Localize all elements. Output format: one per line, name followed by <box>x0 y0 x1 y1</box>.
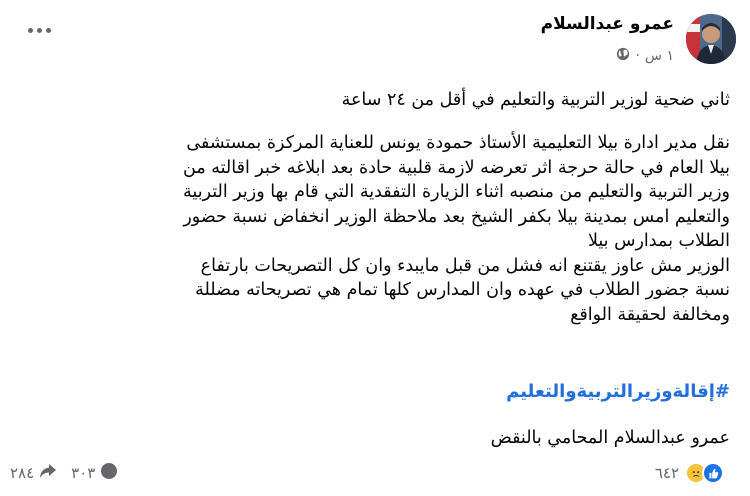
more-options-icon[interactable] <box>28 28 51 33</box>
post-footer <box>0 456 750 496</box>
comment-icon <box>100 462 118 484</box>
reactions-summary[interactable] <box>655 462 724 484</box>
like-reaction-icon <box>702 462 724 484</box>
body-line: نسبة جضور الطلاب في عهده وان المدارس كلها تمام هي تصريحاته مضللة <box>195 280 730 300</box>
shares-count: ٢٨٤ <box>10 464 35 482</box>
avatar[interactable] <box>686 14 736 64</box>
hashtag-link[interactable]: #إقالةوزيرالتربيةوالتعليم <box>506 381 730 402</box>
body-line: وزير التربية والتعليم من منصبه اثناء الزيارة التفقدية التي قام بها وزير التربية <box>183 182 730 202</box>
globe-icon <box>616 47 630 65</box>
reactions-count: ٦٤٢ <box>654 464 679 482</box>
post-headline: ثاني ضحية لوزير التربية والتعليم في أقل من ٢٤ ساعة <box>341 90 730 110</box>
body-line: والتعليم امس بمدينة بيلا بكفر الشيخ بعد ملاحظة الوزير انخفاض نسبة حضور <box>183 206 730 227</box>
author-name[interactable]: عمرو عبدالسلام <box>540 14 674 34</box>
comments-count: ٣٠٣ <box>71 464 96 482</box>
engagement-counts <box>10 462 118 484</box>
meta-separator: · <box>635 48 640 64</box>
body-line: نقل مدير ادارة بيلا التعليمية الأستاذ حمودة يونس للعناية المركزة بمستشفى <box>186 133 730 153</box>
comments-count-item[interactable] <box>71 462 118 484</box>
post-signature: عمرو عبدالسلام المحامي بالنقض <box>490 428 730 448</box>
shares-count-item[interactable] <box>10 463 57 483</box>
body-line: الطلاب بمدارس بيلا <box>587 231 730 251</box>
body-line: بيلا العام في حالة حرجة اثر تعرضه لازمة قلبية حادة بعد ابلاغه خبر اقالته من <box>183 157 730 178</box>
reaction-icons <box>685 462 724 484</box>
post-meta <box>616 47 674 65</box>
avatar-image <box>686 14 736 64</box>
post-body <box>10 131 730 327</box>
share-icon <box>39 463 57 483</box>
body-line: الوزير مش عاوز يقتنع انه فشل من قبل مايبدء وان كل التصريحات بارتفاع <box>200 255 730 276</box>
post-time[interactable]: ١ س <box>644 48 674 64</box>
body-line: ومخالفة لحقيقة الواقع <box>570 304 730 325</box>
